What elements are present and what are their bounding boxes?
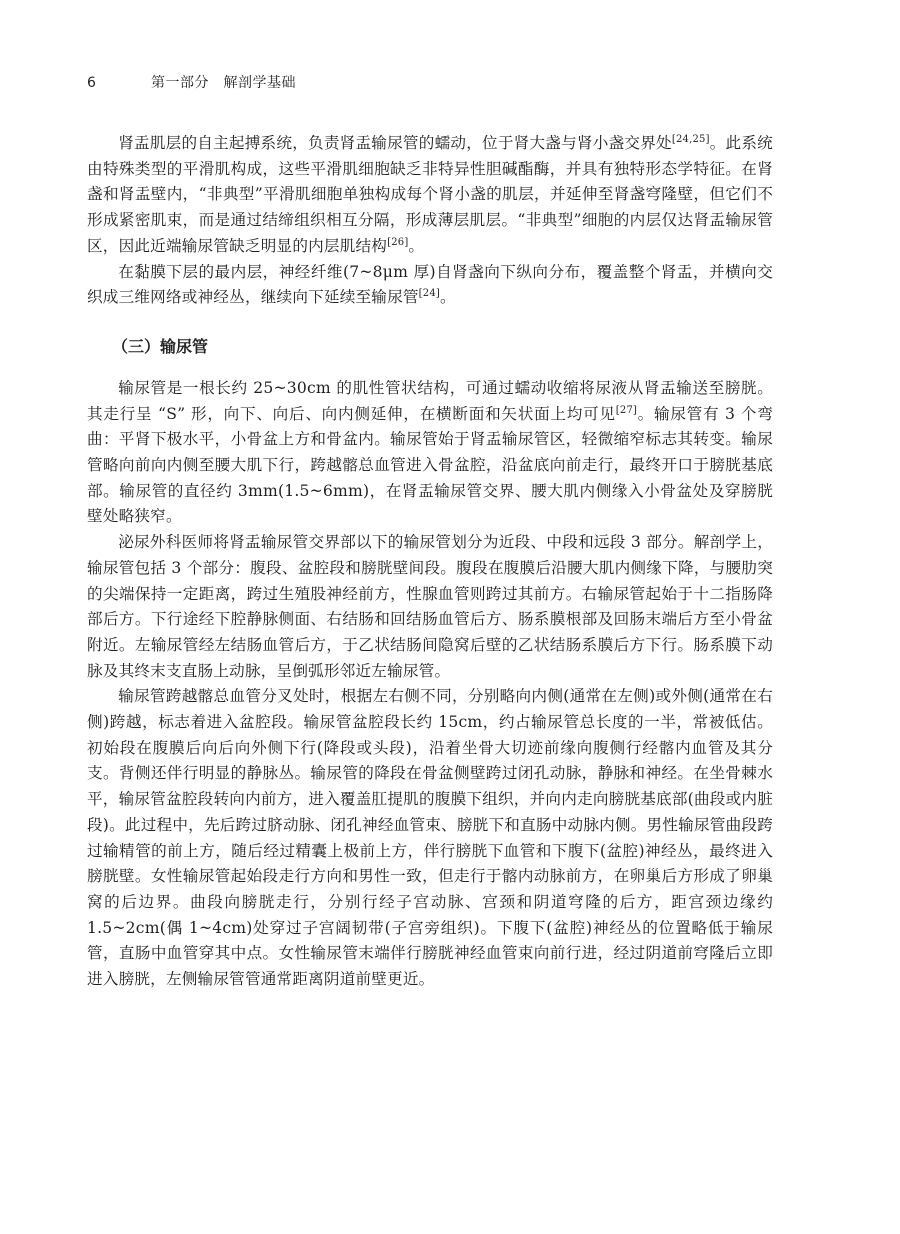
page-header [87, 70, 787, 96]
paragraph-text: 。输尿管有 3 个弯曲：平肾下极水平，小骨盆上方和骨盆内。输尿管始于肾盂输尿管区，轻微缩窄标志其转变。输尿管略向前向内侧至腰大肌下行，跨越髂总血管进入骨盆腔，沿盆底向前走行，最终开口于膀胱基底部。输尿管的直径约 3mm(1.5~6mm)，在肾盂输尿管交界、腰大肌内侧缘入小骨盆处及穿膀胱壁处略狭窄。 [87, 404, 773, 526]
citation-ref: [27] [615, 404, 638, 416]
running-head: 第一部分 解剖学基础 [151, 75, 296, 91]
paragraph-text: 在黏膜下层的最内层，神经纤维(7~8μm 厚)自肾盏向下纵向分布，覆盖整个肾盂，并横向交织成三维网络或神经丛，继续向下延续至输尿管 [87, 262, 773, 307]
citation-ref: [24,25] [671, 134, 710, 145]
paragraph-ureter-segments: 泌尿外科医师将肾盂输尿管交界部以下的输尿管划分为近段、中段和远段 3 部分。解剖学上，输尿管包括 3 个部分：腹段、盆腔段和膀胱壁间段。腹段在腹膜后沿腰大肌内侧缘下降，与腰肋突的尖端保持一定距离，跨过生殖股神经前方，性腺血管则跨过其前方。右输尿管起始于十二指肠降部后方。下行途经下腔静脉侧面、右结肠和回结肠血管后方、肠系膜根部及回肠末端后方至小骨盆附近。左输尿管经左结肠血管后方，于乙状结肠间隐窝后壁的乙状结肠系膜后方下行。肠系膜下动脉及其终末支直肠上动脉，呈倒弧形邻近左输尿管。 [87, 533, 773, 680]
citation-ref: [24] [418, 288, 440, 300]
paragraph-text: 输尿管是一根长约 25~30cm 的肌性管状结构，可通过蠕动收缩将尿液从肾盂输送至膀胱。其走行呈 “S” 形，向下、向后、向内侧延伸，在横断面和矢状面上均可见 [87, 378, 773, 423]
paragraph-renal-pelvis-pacemaker [87, 131, 773, 260]
paragraph-nerve-fibers [87, 260, 773, 311]
page-body [87, 131, 773, 993]
paragraph-text: 。 [440, 288, 456, 307]
citation-ref: [26] [387, 236, 409, 248]
paragraph-text: 。此系统由特殊类型的平滑肌构成，这些平滑肌细胞缺乏非特异性胆碱酯酶，并具有独特形态学特征。在肾盏和肾盂壁内，“非典型”平滑肌细胞单独构成每个肾小盏的肌层，并延伸至肾盏穹隆壁，但它们不形成紧密肌束，而是通过结缔组织相互分隔，形成薄层肌层。“非典型”细胞的内层仅达肾盂输尿管区，因此近端输尿管缺乏明显的内层肌结构 [87, 134, 773, 255]
paragraph-ureter-overview [87, 376, 773, 530]
paragraph-pelvic-ureter: 输尿管跨越髂总血管分叉处时，根据左右侧不同，分别略向内侧(通常在左侧)或外侧(通常在右侧)跨越，标志着进入盆腔段。输尿管盆腔段长约 15cm，约占输尿管总长度的一半，常被低估。初始段在腹膜后向后向外侧下行(降段或头段)，沿着坐骨大切迹前缘向腹侧行经髂内血管及其分支。背侧还伴行明显的静脉丛。输尿管的降段在骨盆侧壁跨过闭孔动脉，静脉和神经。在坐骨棘水平，输尿管盆腔段转向内前方，进入覆盖肛提肌的腹膜下组织，并向内走向膀胱基底部(曲段或内脏段)。此过程中，先后跨过脐动脉、闭孔神经血管束、膀胱下和直肠中动脉内侧。男性输尿管曲段跨过输精管的前上方，随后经过精囊上极前上方，伴行膀胱下血管和下腹下(盆腔)神经丛，最终进入膀胱壁。女性输尿管起始段走行方向和男性一致，但走行于髂内动脉前方，在卵巢后方形成了卵巢窝的后边界。曲段向膀胱走行，分别行经子宫动脉、宫颈和阴道穹隆的后方，距宫颈边缘约 1.5~2cm(偶 1~4cm)处穿过子宫阔韧带(子宫旁组织)。下腹下(盆腔)神经丛的位置略低于输尿管，直肠中血管穿其中点。女性输尿管末端伴行膀胱神经血管束向前行进，经过阴道前穹隆后立即进入膀胱，左侧输尿管管通常距离阴道前壁更近。 [87, 687, 773, 989]
page-number: 6 [87, 75, 96, 91]
paragraph-text: 。 [408, 236, 425, 255]
section-heading-ureter: （三）输尿管 [112, 336, 209, 356]
paragraph-text: 肾盂肌层的自主起搏系统，负责肾盂输尿管的蠕动，位于肾大盏与肾小盏交界处 [118, 134, 672, 152]
